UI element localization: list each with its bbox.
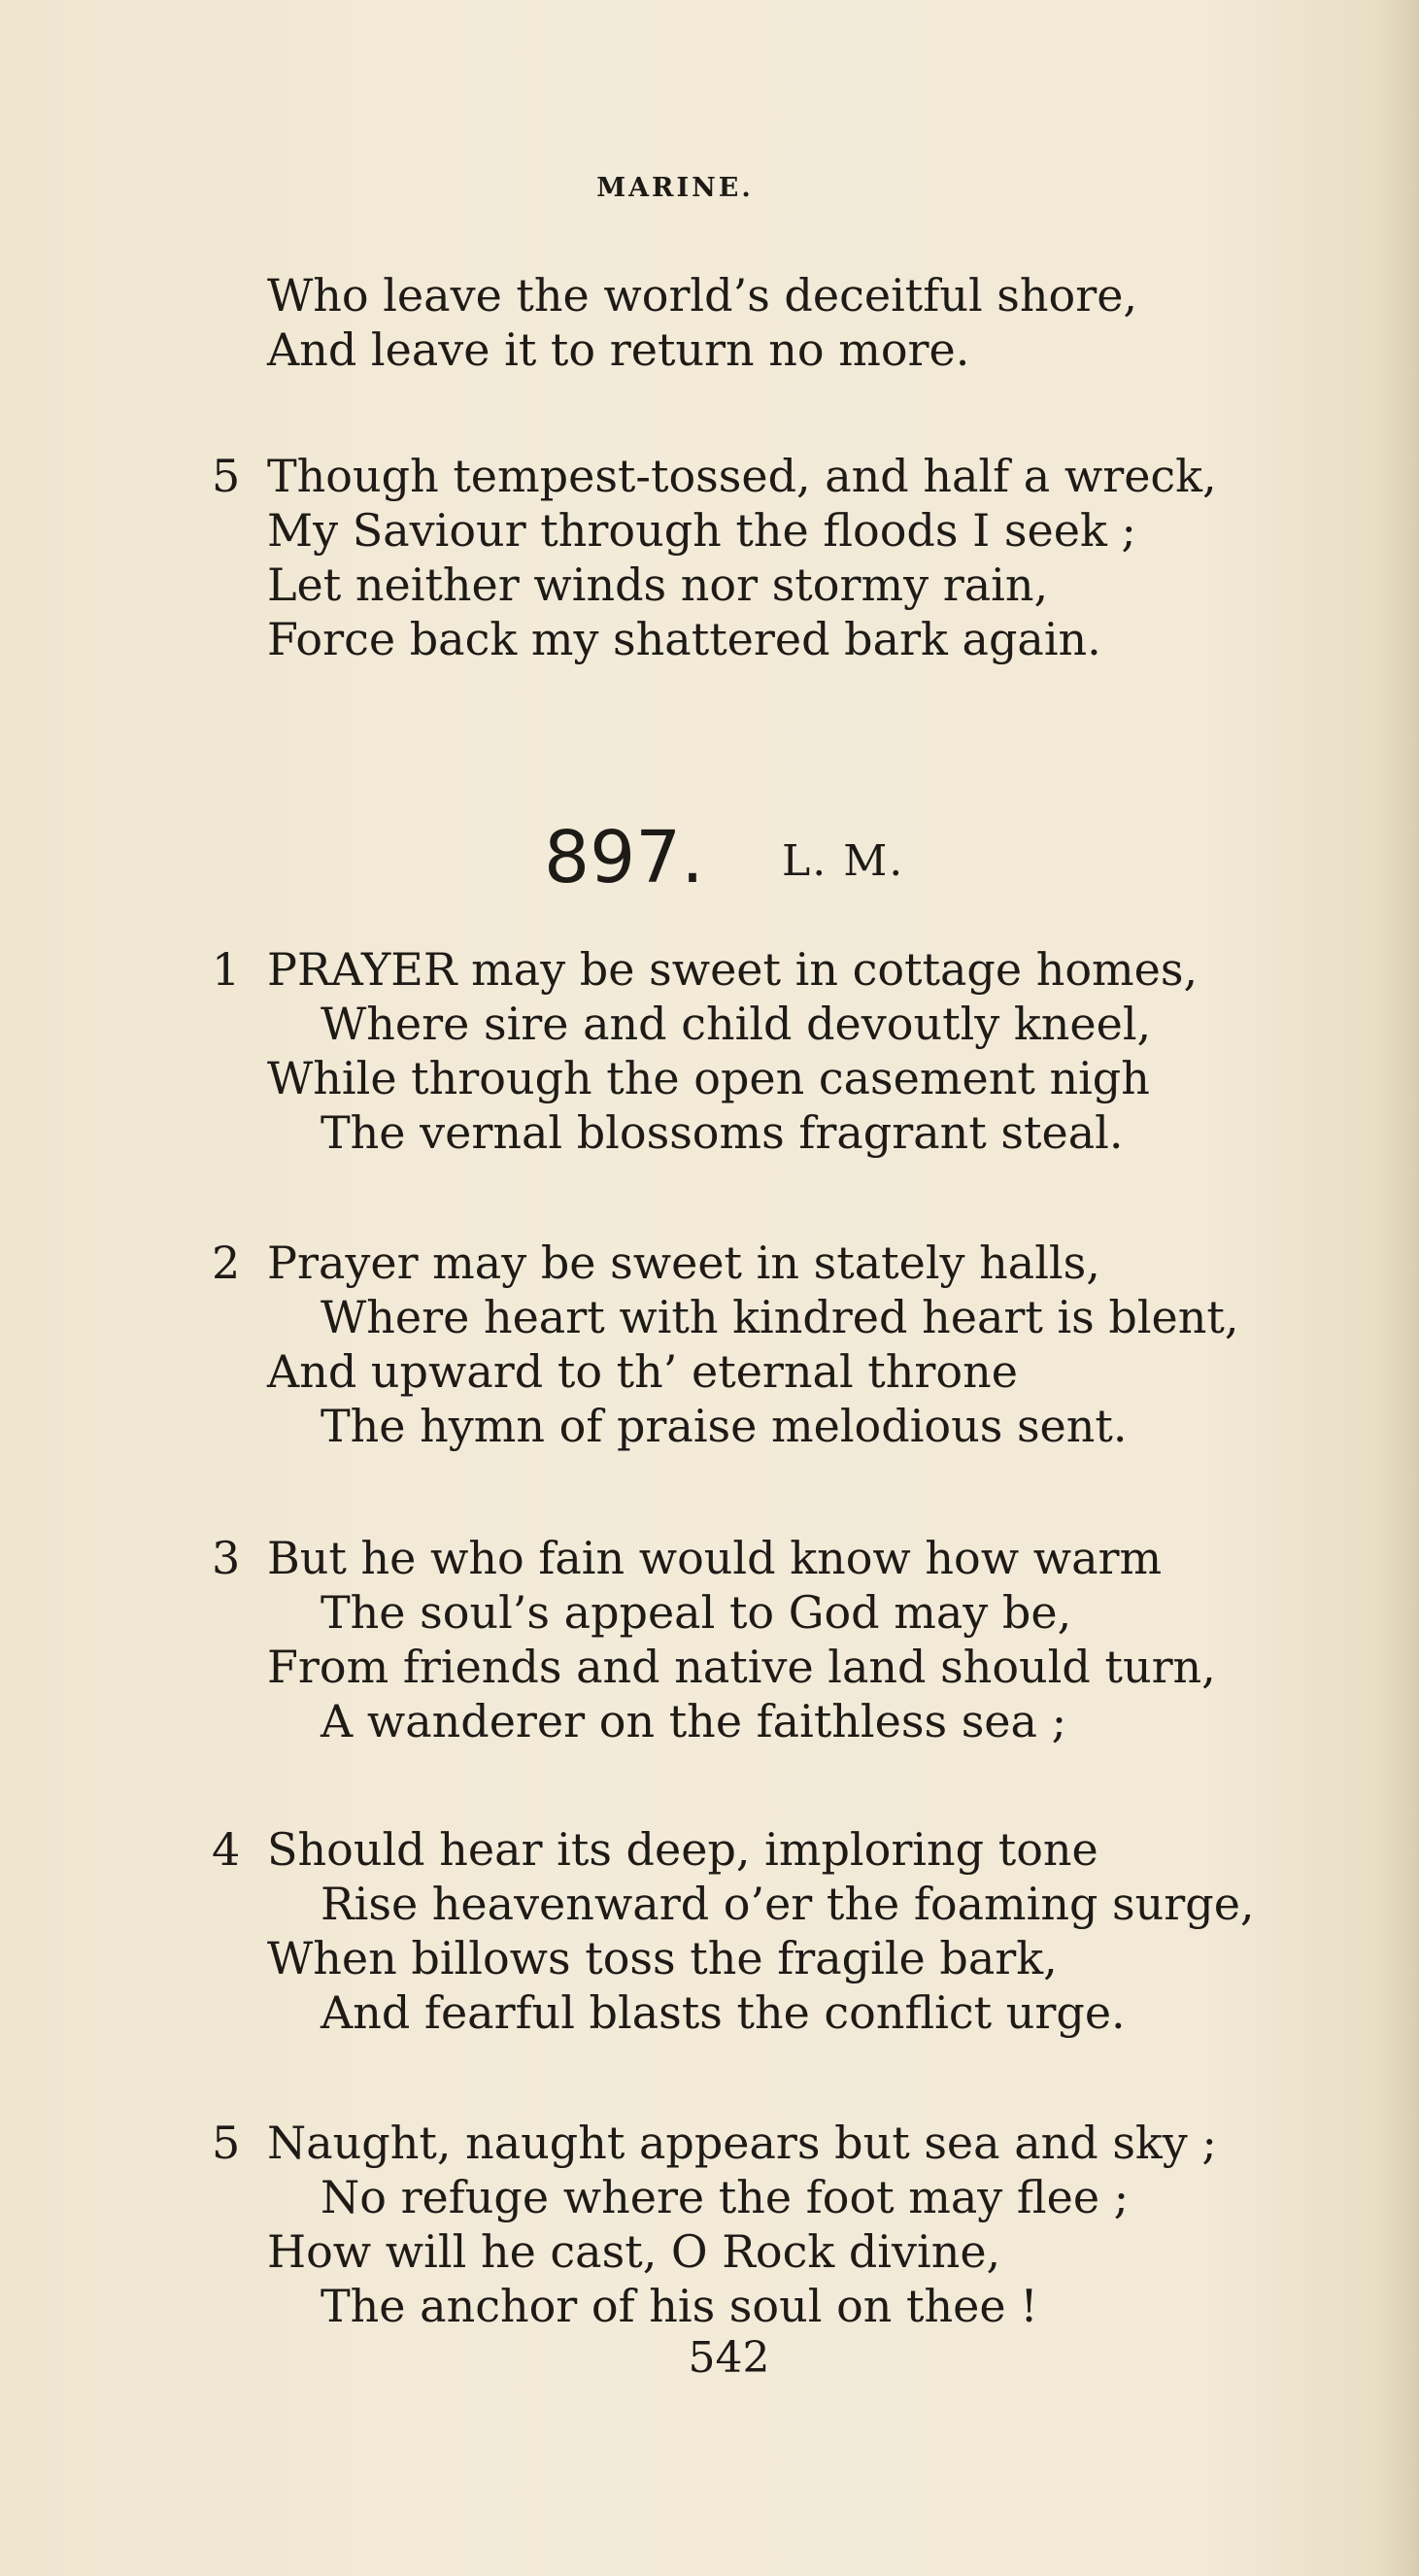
verse-line: Rise heavenward o’er the foaming surge,: [321, 1878, 1255, 1930]
verse-line: And upward to th’ eternal throne: [267, 1345, 1018, 1398]
verse-line: The anchor of his soul on thee !: [321, 2280, 1038, 2332]
verse-line: Should hear its deep, imploring tone: [267, 1823, 1098, 1876]
stanza-number: 5: [212, 2117, 241, 2169]
running-head: MARINE.: [596, 173, 754, 203]
verse-line: And leave it to return no more.: [267, 323, 970, 376]
verse-line: My Saviour through the floods I seek ;: [267, 504, 1136, 557]
verse-line: And fearful blasts the conflict urge.: [321, 1986, 1126, 2039]
stanza-number: 4: [212, 1823, 241, 1876]
verse-line: The hymn of praise melodious sent.: [321, 1400, 1128, 1452]
verse-line: How will he cast, O Rock divine,: [267, 2225, 1001, 2278]
verse-line: Let neither winds nor stormy rain,: [267, 559, 1049, 611]
verse-line: From friends and native land should turn,: [267, 1641, 1216, 1693]
verse-line: Naught, naught appears but sea and sky ;: [267, 2117, 1217, 2169]
stanza-number: 2: [212, 1237, 241, 1289]
verse-line: While through the open casement nigh: [267, 1052, 1150, 1104]
page-number: 542: [688, 2333, 770, 2383]
verse-line: Where heart with kindred heart is blent,: [321, 1291, 1239, 1343]
stanza-number: 5: [212, 450, 241, 502]
verse-line: Though tempest-tossed, and half a wreck,: [267, 450, 1217, 502]
verse-line: But he who fain would know how warm: [267, 1532, 1163, 1584]
hymn-number: 897.: [544, 816, 704, 899]
verse-line: Who leave the world’s deceitful shore,: [267, 269, 1138, 322]
verse-line: The vernal blossoms fragrant steal.: [321, 1106, 1124, 1159]
verse-line: PRAYER may be sweet in cottage homes,: [267, 943, 1199, 996]
stanza-number: 3: [212, 1532, 241, 1584]
verse-line: Force back my shattered bark again.: [267, 613, 1101, 665]
verse-line: The soul’s appeal to God may be,: [321, 1586, 1072, 1639]
verse-line: Prayer may be sweet in stately halls,: [267, 1237, 1100, 1289]
stanza-number: 1: [212, 943, 241, 996]
verse-line: When billows toss the fragile bark,: [267, 1932, 1058, 1984]
hymn-heading: [0, 814, 1419, 901]
verse-line: Where sire and child devoutly kneel,: [321, 998, 1152, 1050]
verse-line: No refuge where the foot may flee ;: [321, 2171, 1130, 2223]
verse-line: A wanderer on the faithless sea ;: [321, 1695, 1067, 1747]
hymn-meter: L. M.: [782, 836, 905, 886]
